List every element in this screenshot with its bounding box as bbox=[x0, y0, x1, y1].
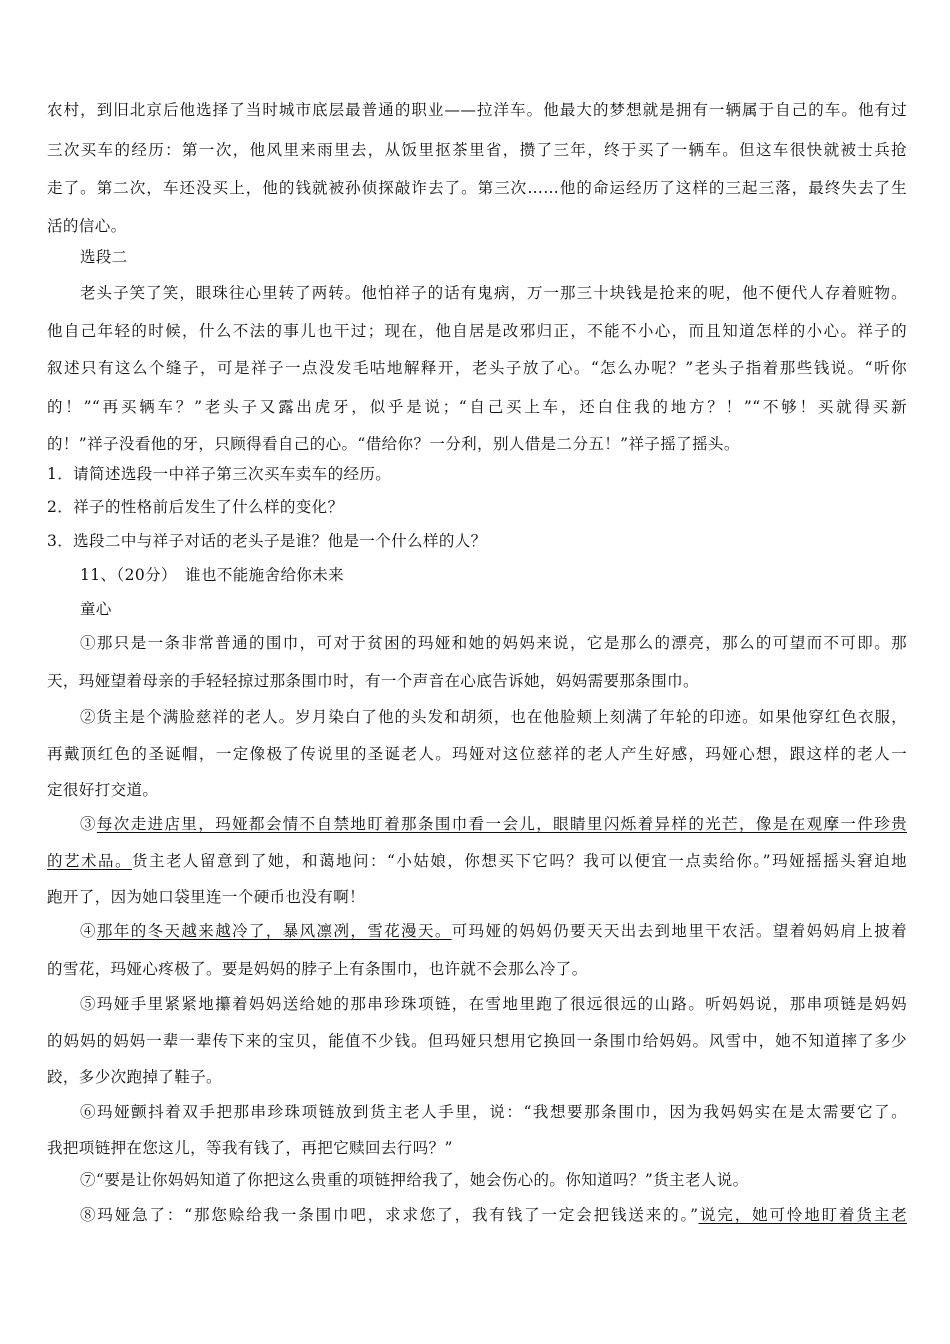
paragraph-5-line: ⑤玛娅手里紧紧地攥着妈妈送给她的那串珍珠项链，在雪地里跑了很远很远的山路。听妈妈说，那串项链是妈妈 bbox=[80, 995, 907, 1013]
paragraph-8-line bbox=[80, 1205, 907, 1225]
paragraph-4-line bbox=[80, 921, 907, 941]
passage-line: 活的信心。 bbox=[47, 217, 127, 235]
passage-line: 他自己年轻的时候，什么不法的事儿也干过；现在，他自居是改邪归正，不能不小心，而且知道怎样的小心。祥子的 bbox=[47, 322, 907, 340]
paragraph-7-line: ⑦“要是让你妈妈知道了你把这么贵重的项链押给我了，她会伤心的。你知道吗？”货主老人说。 bbox=[80, 1171, 749, 1189]
underlined-text: 那年的冬天越来越冷了，暴风凛冽，雪花漫天。 bbox=[96, 922, 452, 940]
paragraph-2-line: ②货主是个满脸慈祥的老人。岁月染白了他的头发和胡须，也在他脸颊上刻满了年轮的印迹。如果他穿红色衣服， bbox=[80, 708, 907, 726]
question-2: 2．祥子的性格前后发生了什么样的变化？ bbox=[47, 498, 344, 516]
paragraph-1-line: 天，玛娅望着母亲的手轻轻掠过那条围巾时，有一个声音在心底告诉她，妈妈需要那条围巾。 bbox=[47, 672, 699, 690]
passage-line: 走了。第二次，车还没买上，他的钱就被孙侦探敲诈去了。第三次……他的命运经历了这样的三起三落，最终失去了生 bbox=[47, 179, 907, 197]
paragraph-2-line: 再戴顶红色的圣诞帽，一定像极了传说里的圣诞老人。玛娅对这位慈祥的老人产生好感，玛娅心想，跟这样的老人一 bbox=[47, 745, 907, 763]
paragraph-5-line: 跤，多少次跑掉了鞋子。 bbox=[47, 1068, 222, 1086]
passage-line: 老头子笑了笑，眼珠往心里转了两转。他怕祥子的话有鬼病，万一那三十块钱是抢来的呢，他不便代人存着赃物。 bbox=[80, 284, 907, 302]
passage-line: 的！”“再买辆车？”老头子又露出虎牙，似乎是说；“自己买上车，还白住我的地方？！”“不够！买就得买新 bbox=[47, 398, 907, 416]
paragraph-5-line: 的妈妈的妈妈一辈一辈传下来的宝贝，能值不少钱。但玛娅只想用它换回一条围巾给妈妈。风雪中，她不知道摔了多少 bbox=[47, 1032, 907, 1050]
paragraph-4-line: 的雪花，玛娅心疼极了。要是妈妈的脖子上有条围巾，也许就不会那么冷了。 bbox=[47, 960, 588, 978]
paragraph-number: ③ bbox=[80, 815, 97, 833]
underlined-text: 说完，她可怜地盯着货主老 bbox=[698, 1206, 907, 1224]
section-label: 选段二 bbox=[80, 248, 128, 266]
paragraph-6-line: 我把项链押在您这儿，等我有钱了，再把它赎回去行吗？” bbox=[47, 1139, 453, 1157]
paragraph-text: 可玛娅的妈妈仍要天天出去到地里干农活。望着妈妈肩上披着 bbox=[451, 922, 907, 940]
section-11-title: 11、（20分） 谁也不能施舍给你未来 bbox=[80, 566, 345, 584]
paragraph-3-line: 跑开了，因为她口袋里连一个硬币也没有啊！ bbox=[47, 888, 366, 906]
paragraph-3-line bbox=[47, 851, 907, 871]
underlined-text: 每次走进店里，玛娅都会情不自禁地盯着那条围巾看一会儿，眼睛里闪烁着异样的光芒，像是在观摩一件珍贵 bbox=[96, 815, 907, 833]
paragraph-3-line bbox=[80, 814, 907, 834]
paragraph-number: ④ bbox=[80, 922, 97, 940]
author-name: 童心 bbox=[80, 600, 112, 618]
paragraph-2-line: 定很好打交道。 bbox=[47, 781, 159, 799]
paragraph-text: ⑧玛娅急了：“那您赊给我一条围巾吧，求求您了，我有钱了一定会把钱送来的。” bbox=[80, 1206, 699, 1224]
paragraph-6-line: ⑥玛娅颤抖着双手把那串珍珠项链放到货主老人手里，说：“我想要那条围巾，因为我妈妈实在是太需要它了。 bbox=[80, 1103, 907, 1121]
question-3: 3．选段二中与祥子对话的老头子是谁？他是一个什么样的人？ bbox=[47, 532, 487, 550]
passage-line: 农村，到旧北京后他选择了当时城市底层最普通的职业——拉洋车。他最大的梦想就是拥有一辆属于自己的车。他有过 bbox=[47, 101, 907, 119]
passage-line: 三次买车的经历：第一次，他风里来雨里去，从饭里抠茶里省，攒了三年，终于买了一辆车。但这车很快就被士兵抢 bbox=[47, 141, 907, 159]
paragraph-1-line: ①那只是一条非常普通的围巾，可对于贫困的玛娅和她的妈妈来说，它是那么的漂亮，那么的可望而不可即。那 bbox=[80, 634, 907, 652]
passage-line: 叙述只有这么个缝子，可是祥子一点没发毛咕地解释开，老头子放了心。“怎么办呢？”老头子指着那些钱说。“听你 bbox=[47, 359, 907, 377]
underlined-text: 的艺术品。 bbox=[47, 852, 132, 870]
passage-line: 的！”祥子没看他的牙，只顾得看自己的心。“借给你？一分利，别人借是二分五！”祥子摇了摇头。 bbox=[47, 435, 740, 453]
paragraph-text: 货主老人留意到了她，和蔼地问：“小姑娘，你想买下它吗？我可以便宜一点卖给你。”玛娅摇摇头窘迫地 bbox=[132, 852, 907, 870]
question-1: 1．请简述选段一中祥子第三次买车卖车的经历。 bbox=[47, 465, 392, 483]
